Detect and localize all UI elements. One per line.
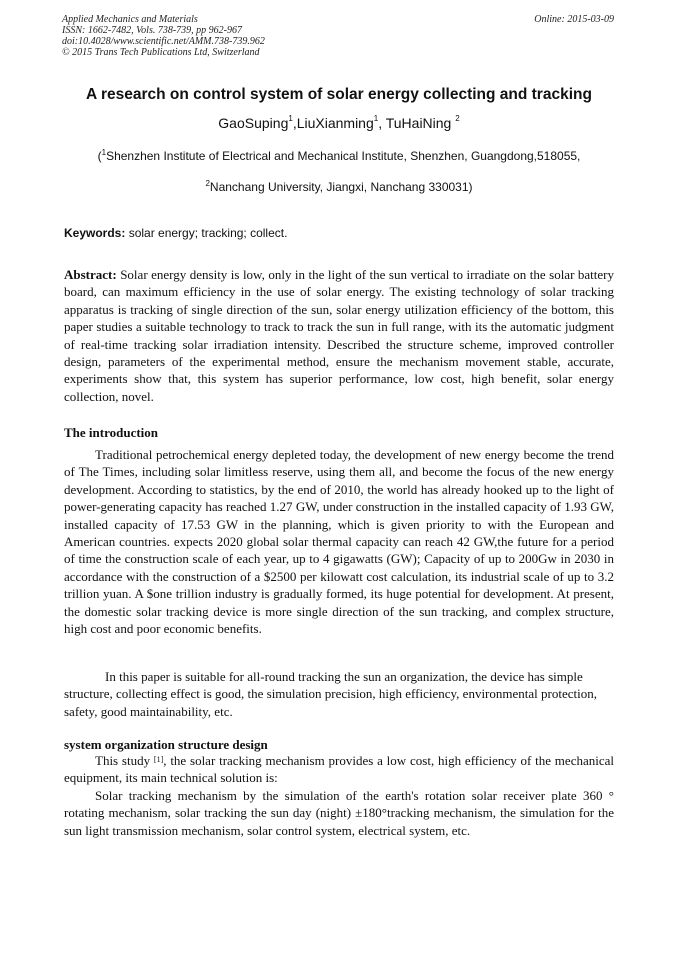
keywords [64,226,287,240]
section-heading-introduction: The introduction [64,425,159,440]
system-design-text-a: This study [95,753,154,768]
system-design-paragraph-1 [64,752,614,787]
journal-meta [62,14,265,58]
doi-line: doi:10.4028/www.scientific.net/AMM.738-739.962 [62,36,265,47]
issn-line: ISSN: 1662-7482, Vols. 738-739, pp 962-967 [62,25,242,36]
affiliation-1-text: Shenzhen Institute of Electrical and Mechanical Institute, Shenzhen, Guangdong,518055, [106,149,581,163]
keywords-text: solar energy; tracking; collect. [125,226,288,240]
affiliation-1 [40,149,638,163]
system-design-paragraph-2: Solar tracking mechanism by the simulation of the earth's rotation solar receiver plate 360 ° rotating mechanism, solar tracking the sun day (night) ±180°tracking mechanism, the simulation for the sun light transmission mechanism, solar control system, electrical system, etc. [64,788,614,838]
affiliation-paren: ( [97,149,102,163]
copyright-line: © 2015 Trans Tech Publications Ltd, Switzerland [62,47,260,58]
affiliation-2-mark: 2 [205,179,210,188]
author-1: GaoSuping [218,115,289,131]
author-2: ,LiuXianming [292,115,374,131]
introduction-paragraph-1: Traditional petrochemical energy depleted today, the development of new energy become the trend of The Times, including solar limitless reserve, using them all, and become the focus of the new energy development. According to statistics, by the end of 2010, the world has already hooked up to the light of power-generating capacity has reached 1.27 GW, under construction in the installed capacity of 1.93 GW, installed capacity of 17.53 GW in the planning, which is given priority to with the European and American countries. expects 2020 global solar thermal capacity can reach 42 GW,the future for a period of time the construction scale of each year, up to 4 gigawatts (GW); Capacity of up to 200Gw in 2030 in accordance with the construction of a $2500 per kilowatt cost calculation, its industrial scale of up to 3.2 trillion yuan. A $one trillion industry is gradually formed, its huge potential for development. At present, the domestic solar tracking device is more single direction of the sun tracking, and complex structure, high cost and poor economic benefits. [64,447,614,637]
author-2-affil: 1 [373,114,379,123]
author-1-affil: 1 [288,114,293,123]
author-3-affil: 2 [455,114,460,123]
abstract-label: Abstract: [64,267,117,282]
citation-ref: [1] [153,755,164,764]
keywords-label: Keywords: [64,226,126,240]
paper-title: A research on control system of solar energy collecting and tracking [86,86,592,103]
section-heading-system-design: system organization structure design [64,737,268,752]
abstract-text: Solar energy density is low, only in the light of the sun vertical to irradiate on the solar battery board, can maximum efficiency in the use of solar energy. The existing technology of solar tracking apparatus is tracking of single direction of the sun, solar energy utilization efficiency of the bottom, this paper studies a suitable technology to track to track the sun in full range, with its the automatic judgment of real-time tracking solar irradiation intensity. Described the structure scheme, improved controller design, parameters of the experimental method, ensure the mechanism movement stable, accurate, experiments show that, this system has superior performance, low cost, high benefit, solar energy collection, novel. [64,267,614,404]
journal-name: Applied Mechanics and Materials [62,14,198,25]
author-3: , TuHaiNing [378,115,456,131]
affiliation-2-text: Nanchang University, Jiangxi, Nanchang 330031) [209,180,473,194]
author-line [40,115,638,131]
affiliation-2 [40,180,638,194]
abstract [64,266,614,405]
introduction-paragraph-2: In this paper is suitable for all-round tracking the sun an organization, the device has simple structure, collecting effect is good, the simulation precision, high efficiency, environmental protection, safety, good maintainability, etc. [64,669,597,719]
system-design-text-b: , the solar tracking mechanism provides a low cost, high efficiency of the mechanical equipment, its main technical solution is: [64,753,614,786]
affiliation-1-mark: 1 [101,148,107,157]
online-date: Online: 2015-03-09 [534,14,614,25]
